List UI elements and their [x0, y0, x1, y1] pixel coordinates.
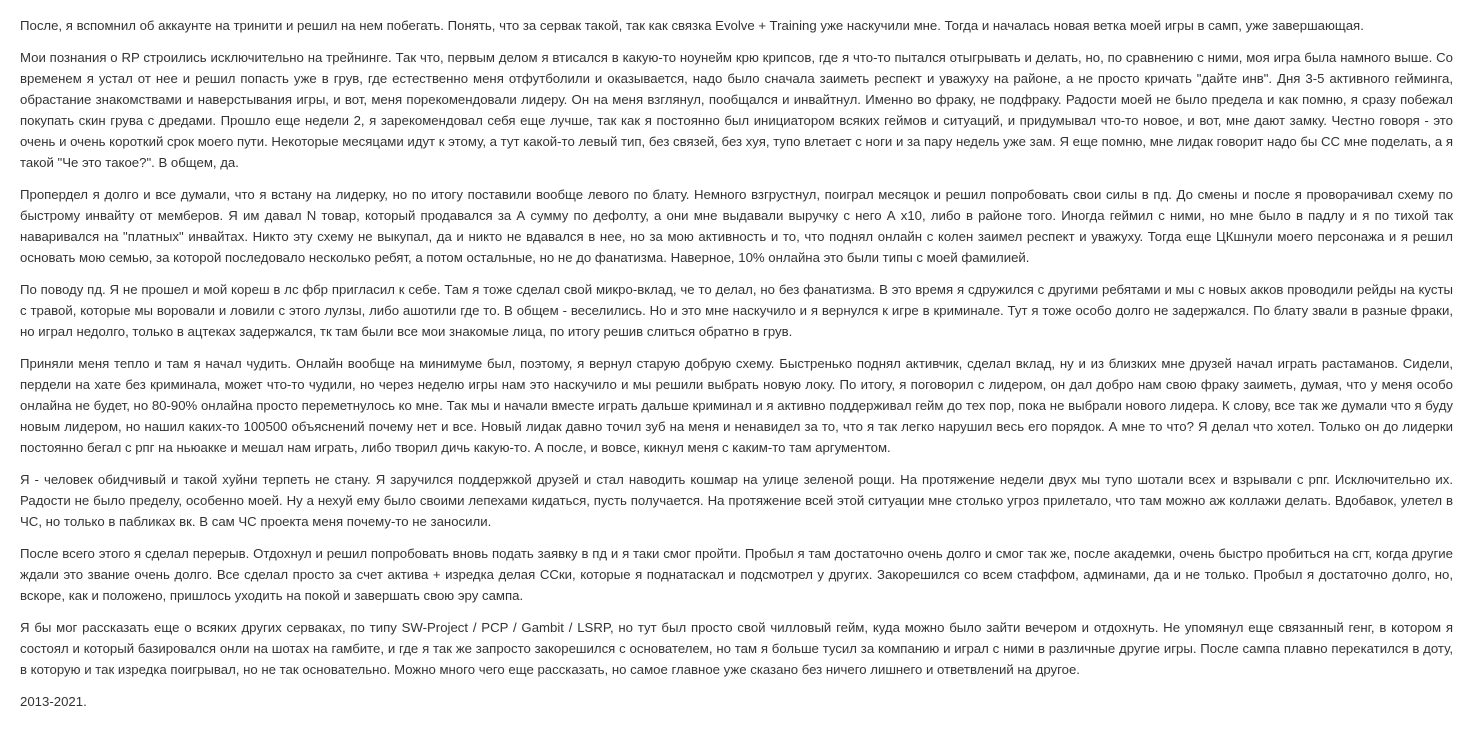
paragraph-5: Приняли меня тепло и там я начал чудить. Онлайн вообще на минимуме был, поэтому, я вернул старую добрую схему. Быстренько поднял активчик, сделал вклад, ну и из близких мне друзей начал играть растаманов. Сидели, пердели на хате без криминала, может что-то чудили, но через неделю игры нам это наскучило и мы решили выбрать новую локу. По итогу, я поговорил с лидером, он дал добро нам свою фраку заиметь, думая, что у меня особо онлайна не будет, но 80-90% онлайна просто переметнулось ко мне. Так мы и начали вместе играть дальше криминал и я активно поддерживал гейм до тех пор, пока не выбрали нового лидера. К слову, все так же думали что я буду новым лидером, но нашил каких-то 100500 объяснений почему нет и все. Новый лидак давно точил зуб на меня и ненавидел за то, что я так легко нарушил весь его порядок. А мне то что? Я делал что хотел. Только он до лидерки постоянно бегал с рпг на ньюакке и мешал нам играть, либо творил дичь какую-то. А после, и вовсе, кикнул меня с каким-то там аргументом.	[20, 356, 1453, 455]
paragraph-4: По поводу пд. Я не прошел и мой кореш в лс фбр пригласил к себе. Там я тоже сделал свой микро-вклад, че то делал, но без фанатизма. В это время я сдружился с другими ребятами и мы с новых акков проводили рейды на кусты с травой, которые мы воровали и ловили с этого лулзы, либо ашотили где то. В общем - веселились. Но и это мне наскучило и я вернулся к игре в криминале. Тут я тоже особо долго не задержался. По блату звали в разные фраки, но играл недолго, только в ацтеках задержался, тк там были все мои знакомые лица, по итогу решив слиться обратно в грув.	[20, 282, 1453, 339]
paragraph-6: Я - человек обидчивый и такой хуйни терпеть не стану. Я заручился поддержкой друзей и стал наводить кошмар на улице зеленой рощи. На протяжение недели двух мы тупо шотали всех и взрывали с рпг. Исключительно их. Радости не было пределу, особенно моей. Ну а нехуй ему было своими лепехами кидаться, пусть получается. На протяжение всей этой ситуации мне столько угроз прилетало, что там можно аж коллажи делать. Вдобавок, улетел в ЧС, но только в пабликах вк. В сам ЧС проекта меня почему-то не заносили.	[20, 472, 1453, 529]
paragraph-8: Я бы мог рассказать еще о всяких других серваках, по типу SW-Project / PCP / Gambit / LSRP, но тут был просто свой чилловый гейм, куда можно было зайти вечером и отдохнуть. Не упомянул еще связанный генг, в котором я состоял и который базировался онли на шотах на гамбите, и где я так же запросто закорешился с основателем, но там я больше тусил за компанию и играл с ними в различные другие игры. После сампа плавно перекатился в доту, в которую и так изредка поигрывал, но не так основательно. Можно много чего еще рассказать, но самое главное уже сказано без ничего лишнего и ответвлений на другое.	[20, 620, 1453, 677]
paragraph-7: После всего этого я сделал перерыв. Отдохнул и решил попробовать вновь подать заявку в пд и я таки смог пройти. Пробыл я там достаточно очень долго и смог так же, после академки, очень быстро пробиться на сгт, когда другие ждали это звание очень долго. Все сделал просто за счет актива + изредка делая ССки, которые я поднатаскал и подсмотрел у других. Закорешился со всем стаффом, админами, да и не только. Пробыл я достаточно долго, но, вскоре, как и положено, пришлось уходить на покой и завершать свою эру сампа.	[20, 546, 1453, 603]
post-date-range: 2013-2021.	[20, 694, 87, 709]
post-body	[20, 15, 1453, 723]
paragraph-1: После, я вспомнил об аккаунте на тринити и решил на нем побегать. Понять, что за сервак такой, так как связка Evolve + Training уже наскучили мне. Тогда и началась новая ветка моей игры в самп, уже завершающая.	[20, 18, 1364, 33]
paragraph-3: Пропердел я долго и все думали, что я встану на лидерку, но по итогу поставили вообще левого по блату. Немного взгрустнул, поиграл месяцок и решил попробовать свои силы в пд. До смены и после я проворачивал схему по быстрому инвайту от мемберов. Я им давал N товар, который продавался за А сумму по дефолту, а они мне выдавали выручку с него А х10, либо в районе того. Иногда геймил с ними, но мне было в падлу и я по тихой так наваривался на "платных" инвайтах. Никто эту схему не выкупал, да и никто не вдавался в нее, но за мою активность и то, что поднял онлайн с колен заимел респект и уважуху. Тогда еще ЦКшнули моего персонажа и я решил основать мою семью, за которой последовало несколько ребят, а потом остальные, но не до фанатизма. Наверное, 10% онлайна это были типы с моей фамилией.	[20, 187, 1453, 265]
paragraph-2: Мои познания о RP строились исключительно на трейнинге. Так что, первым делом я втисался в какую-то ноунейм крю крипсов, где я что-то пытался отыгрывать и делать, но, по сравнению с ними, моя игра была намного выше. Со временем я устал от нее и решил попасть уже в грув, где естественно меня отфутболили и оказывается, надо было сначала заиметь респект и уважуху на районе, а не просто кричать "дайте инв". Дня 3-5 активного гейминга, обрастание знакомствами и наверстывания игры, и вот, меня порекомендовали лидеру. Он на меня взглянул, пообщался и инвайтнул. Именно во фраку, не подфраку. Радости моей не было предела и как помню, я сразу побежал покупать скин грува с дредами. Прошло еще недели 2, я зарекомендовал себя еще лучше, так как я постоянно был инициатором всяких геймов и ситуаций, и придумывал что-то новое, и вот, мне дают замку. Честно говоря - это очень и очень короткий срок моего пути. Некоторые месяцами идут к этому, а тут какой-то левый тип, без связей, без хуя, тупо влетает с ноги и за пару недель уже зам. Я еще помню, мне лидак говорит надо бы СС мне поделать, а я такой "Че это такое?". В общем, да.	[20, 50, 1453, 170]
